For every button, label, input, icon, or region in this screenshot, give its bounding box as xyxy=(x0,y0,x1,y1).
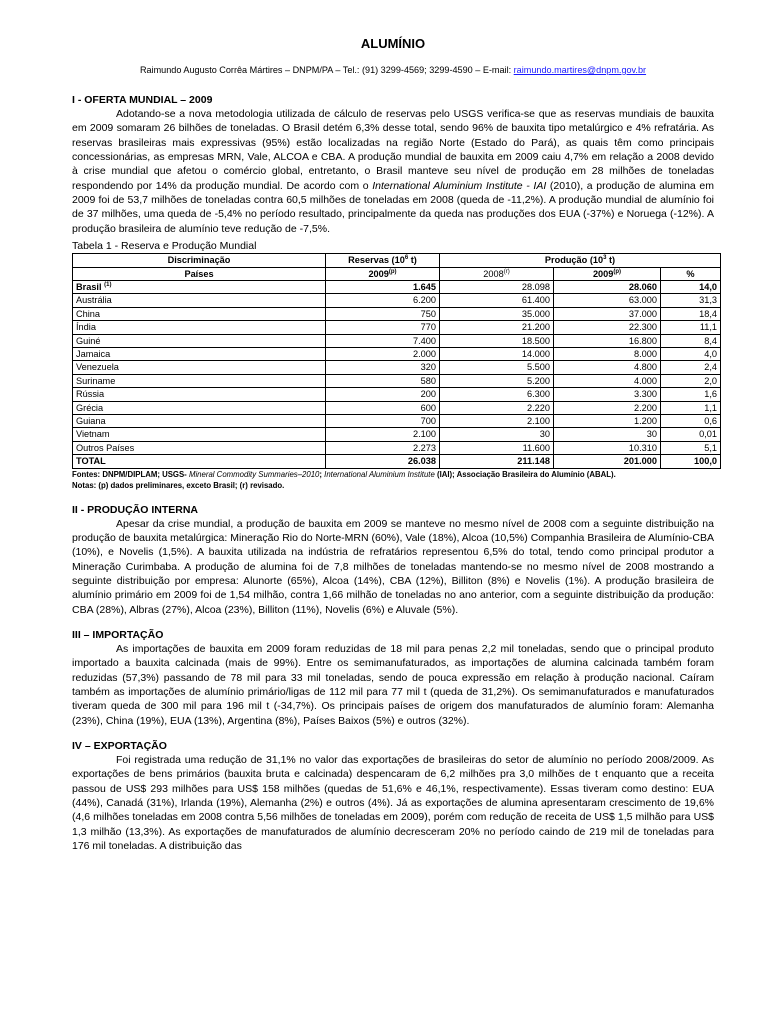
reservas-cell: 700 xyxy=(326,414,440,427)
author-email-link[interactable]: raimundo.martires@dnpm.gov.br xyxy=(513,65,647,75)
country-cell: Vietnam xyxy=(73,428,326,441)
pct-cell: 31,3 xyxy=(661,294,721,307)
header-pct: % xyxy=(661,267,721,280)
reservas-cell: 2.000 xyxy=(326,347,440,360)
producao-2009-cell: 22.300 xyxy=(554,321,661,334)
total-pct: 100,0 xyxy=(661,455,721,468)
reservas-cell: 750 xyxy=(326,307,440,320)
table-row xyxy=(73,347,721,360)
author-text: Raimundo Augusto Corrêa Mártires – DNPM/PA – Tel.: (91) 3299-4569; 3299-4590 – E-mail: xyxy=(139,65,514,75)
producao-2008-cell: 11.600 xyxy=(440,441,554,454)
pct-cell: 2,4 xyxy=(661,361,721,374)
total-p2008: 211.148 xyxy=(440,455,554,468)
producao-2009-cell: 1.200 xyxy=(554,414,661,427)
producao-2009-cell: 16.800 xyxy=(554,334,661,347)
pct-cell: 4,0 xyxy=(661,347,721,360)
producao-2008-cell: 21.200 xyxy=(440,321,554,334)
producao-2009-cell: 4.000 xyxy=(554,374,661,387)
producao-2008-cell: 35.000 xyxy=(440,307,554,320)
pct-cell: 0,01 xyxy=(661,428,721,441)
table-row xyxy=(73,280,721,293)
country-cell: China xyxy=(73,307,326,320)
reserve-production-table xyxy=(72,253,721,469)
paragraph-exportacao: Foi registrada uma redução de 31,1% no valor das exportações de brasileiras do setor de alumínio no período 2008/2009. As exportações de bens primários (bauxita bruta e calcinada) despencaram de 6,2 milhões pra 3,0 milhões de t enquanto que a receita passou de US$ 293 milhões para US$ 158 milhões (quedas de 51,6% e 46,1%, respectivamente). Essas tiveram como destino: EUA (44%), Canadá (31%), Irlanda (19%), Alemanha (2%) e outros (4%). Já as exportações de alumina apresentaram crescimento de 19,6% (4,6 milhões toneladas em 2008 contra 5,56 milhões de toneladas em 2009), porém com redução de receita de US$ 1,5 milhão para US$ 1,3 milhão (13,3%). As exportações de manufaturados de alumínio decresceram 20% no período caindo de 219 mil de toneladas para 176 mil toneladas. A distribuição das xyxy=(72,754,714,853)
table-row xyxy=(73,441,721,454)
section-heading-exportacao: IV – EXPORTAÇÃO xyxy=(72,740,167,753)
country-cell: Rússia xyxy=(73,388,326,401)
table-row xyxy=(73,401,721,414)
producao-2009-cell: 63.000 xyxy=(554,294,661,307)
pct-cell: 14,0 xyxy=(661,280,721,293)
reservas-cell: 200 xyxy=(326,388,440,401)
country-cell: Austrália xyxy=(73,294,326,307)
table-header-row-1 xyxy=(73,254,721,267)
reservas-cell: 600 xyxy=(326,401,440,414)
producao-2008-cell: 2.220 xyxy=(440,401,554,414)
paragraph-oferta-b: (2010), a produção de alumina em 2009 foi de 53,7 milhões de toneladas contra 60,5 milhões de toneladas em 2008 (queda de -11,2%). A produção mundial de alumínio foi de 37 milhões, uma queda de -5,4% no período resultado, principalmente da queda nas produções dos EUA (-37%) e Noruega (-12%). A produção brasileira de alumínio teve redução de -7,5%. xyxy=(72,179,714,235)
header-producao: Produção ($10^3$ t) xyxy=(440,254,721,267)
producao-2009-cell: 3.300 xyxy=(554,388,661,401)
author-line xyxy=(72,65,714,75)
country-cell: Grécia xyxy=(73,401,326,414)
producao-2008-cell: 5.500 xyxy=(440,361,554,374)
table-header-row-2 xyxy=(73,267,721,280)
reservas-cell: 320 xyxy=(326,361,440,374)
table-row xyxy=(73,294,721,307)
country-cell: Jamaica xyxy=(73,347,326,360)
pct-cell: 5,1 xyxy=(661,441,721,454)
country-cell: Guiana xyxy=(73,414,326,427)
table-row xyxy=(73,321,721,334)
section-heading-oferta: I - OFERTA MUNDIAL – 2009 xyxy=(72,94,213,106)
pct-cell: 1,6 xyxy=(661,388,721,401)
reservas-cell: 7.400 xyxy=(326,334,440,347)
header-reservas-2009: 2009$^{(p)}$ xyxy=(326,267,440,280)
producao-2008-cell: 14.000 xyxy=(440,347,554,360)
producao-2009-cell: 28.060 xyxy=(554,280,661,293)
paragraph-oferta xyxy=(72,107,714,236)
section-heading-producao: II - PRODUÇÃO INTERNA xyxy=(72,503,198,516)
table-row xyxy=(73,334,721,347)
table-row xyxy=(73,307,721,320)
table-sources: Fontes: DNPM/DIPLAM; USGS- Mineral Commodity Summaries–2010; International Aluminium Institute (IAI); Associação Brasileira do Alumínio (ABAL). xyxy=(72,469,616,479)
country-cell: Brasil $^{(1)}$ xyxy=(73,280,326,293)
table-row xyxy=(73,414,721,427)
table-total-row xyxy=(73,455,721,468)
table-body xyxy=(73,280,721,454)
document-title: ALUMÍNIO xyxy=(360,36,426,51)
reservas-cell: 2.100 xyxy=(326,428,440,441)
table-notes: Notas: (p) dados preliminares, exceto Brasil; (r) revisado. xyxy=(72,480,285,490)
producao-2009-cell: 10.310 xyxy=(554,441,661,454)
total-p2009: 201.000 xyxy=(554,455,661,468)
producao-2009-cell: 37.000 xyxy=(554,307,661,320)
country-cell: Guiné xyxy=(73,334,326,347)
header-producao-2008: 2008$^{(r)}$ xyxy=(440,267,554,280)
pct-cell: 0,6 xyxy=(661,414,721,427)
header-discriminacao: Discriminação xyxy=(73,254,326,267)
producao-2009-cell: 2.200 xyxy=(554,401,661,414)
country-cell: Índia xyxy=(73,321,326,334)
producao-2008-cell: 5.200 xyxy=(440,374,554,387)
paragraph-oferta-italic: International Aluminium Institute - IAI xyxy=(372,179,547,192)
table-caption: Tabela 1 - Reserva e Produção Mundial xyxy=(72,240,257,253)
total-reservas: 26.038 xyxy=(326,455,440,468)
pct-cell: 8,4 xyxy=(661,334,721,347)
country-cell: Venezuela xyxy=(73,361,326,374)
paragraph-importacao: As importações de bauxita em 2009 foram reduzidas de 18 mil para penas 2,2 mil toneladas, sendo que o principal produto importado a bauxita calcinada (mais de 99%). Entre os semimanufaturados, as importações de alumina calcinada também foram reduzidas (57,3%) passando de 78 mil para 33 mil toneladas, sendo de pouca expressão em relação à produção nacional. Caíram também as importações de alumínio primário/ligas de 112 mil para 77 mil t (queda de 31,2%). Os semimanufaturados e manufaturados tiveram queda de 300 mil para 196 mil t (-34,7%). Os principais países de origem dos manufaturados de alumínio foram: Alemanha (23%), China (19%), EUA (13%), Argentina (8%), Países Baixos (5%) e outros (32%). xyxy=(72,643,714,727)
producao-2009-cell: 30 xyxy=(554,428,661,441)
paragraph-producao: Apesar da crise mundial, a produção de bauxita em 2009 se manteve no mesmo nível de 2008 com a seguinte distribuição na produção de bauxita metalúrgica: Mineração Rio do Norte-MRN (60%), Vale (18%), Alcoa (10,5%) Companhia Brasileira de Alumínio-CBA (10%), e Novelis (1,5%). A bauxita utilizada na indústria de refratários representou 6,5% do total, tendo como principal produtor a Mineração Curimbaba. A produção de alumina foi de 7,8 milhões de toneladas mantendo-se no mesmo nível de 2008 mostrando a seguinte distribuição por empresa: Alunorte (65%), Alcoa (14%), CBA (12%), Billiton (8%) e Novelis (1%). A produção brasileira de alumínio primário em 2009 foi de 1,54 milhão, contra 1,66 milhão de toneladas no ano anterior, com a seguinte distribuição da produção: CBA (28%), Albras (27%), Alcoa (23%), Billiton (11%), Novelis (6%) e Aluvale (5%). xyxy=(72,517,714,616)
producao-2008-cell: 6.300 xyxy=(440,388,554,401)
table-row xyxy=(73,388,721,401)
pct-cell: 2,0 xyxy=(661,374,721,387)
producao-2008-cell: 28.098 xyxy=(440,280,554,293)
producao-2008-cell: 30 xyxy=(440,428,554,441)
country-cell: Suriname xyxy=(73,374,326,387)
reservas-cell: 580 xyxy=(326,374,440,387)
reservas-cell: 6.200 xyxy=(326,294,440,307)
header-reservas: Reservas ($10^6$ t) xyxy=(326,254,440,267)
table-row xyxy=(73,361,721,374)
paragraph-oferta-a: Adotando-se a nova metodologia utilizada de cálculo de reservas pelo USGS verifica-se que as reservas mundiais de bauxita em 2009 somaram 26 bilhões de toneladas. O Brasil detém 6,3% desse total, sendo 96% de bauxita tipo metalúrgico e 4% refratária. As reservas brasileiras mais expressivas (95%) estão localizadas na região Norte (Estado do Pará), as quais têm como principais concessionárias, as empresas MRN, Vale, ALCOA e CBA. A produção mundial de bauxita em 2009 caiu 4,7% em relação a 2008 devido à crise mundial que afetou o comércio global, entretanto, o Brasil manteve seu nível de produção em 28 milhões de toneladas respondendo por 14% da produção mundial. De acordo com o xyxy=(72,108,714,192)
country-cell: Outros Países xyxy=(73,441,326,454)
producao-2009-cell: 4.800 xyxy=(554,361,661,374)
reservas-cell: 770 xyxy=(326,321,440,334)
producao-2009-cell: 8.000 xyxy=(554,347,661,360)
header-paises: Países xyxy=(73,267,326,280)
pct-cell: 1,1 xyxy=(661,401,721,414)
pct-cell: 18,4 xyxy=(661,307,721,320)
producao-2008-cell: 2.100 xyxy=(440,414,554,427)
table-row xyxy=(73,428,721,441)
table-row xyxy=(73,374,721,387)
reservas-cell: 2.273 xyxy=(326,441,440,454)
pct-cell: 11,1 xyxy=(661,321,721,334)
total-label: TOTAL xyxy=(73,455,326,468)
producao-2008-cell: 18.500 xyxy=(440,334,554,347)
section-heading-importacao: III – IMPORTAÇÃO xyxy=(72,629,164,641)
document-page xyxy=(72,36,718,853)
producao-2008-cell: 61.400 xyxy=(440,294,554,307)
reservas-cell: 1.645 xyxy=(326,280,440,293)
header-producao-2009: 2009$^{(p)}$ xyxy=(554,267,661,280)
